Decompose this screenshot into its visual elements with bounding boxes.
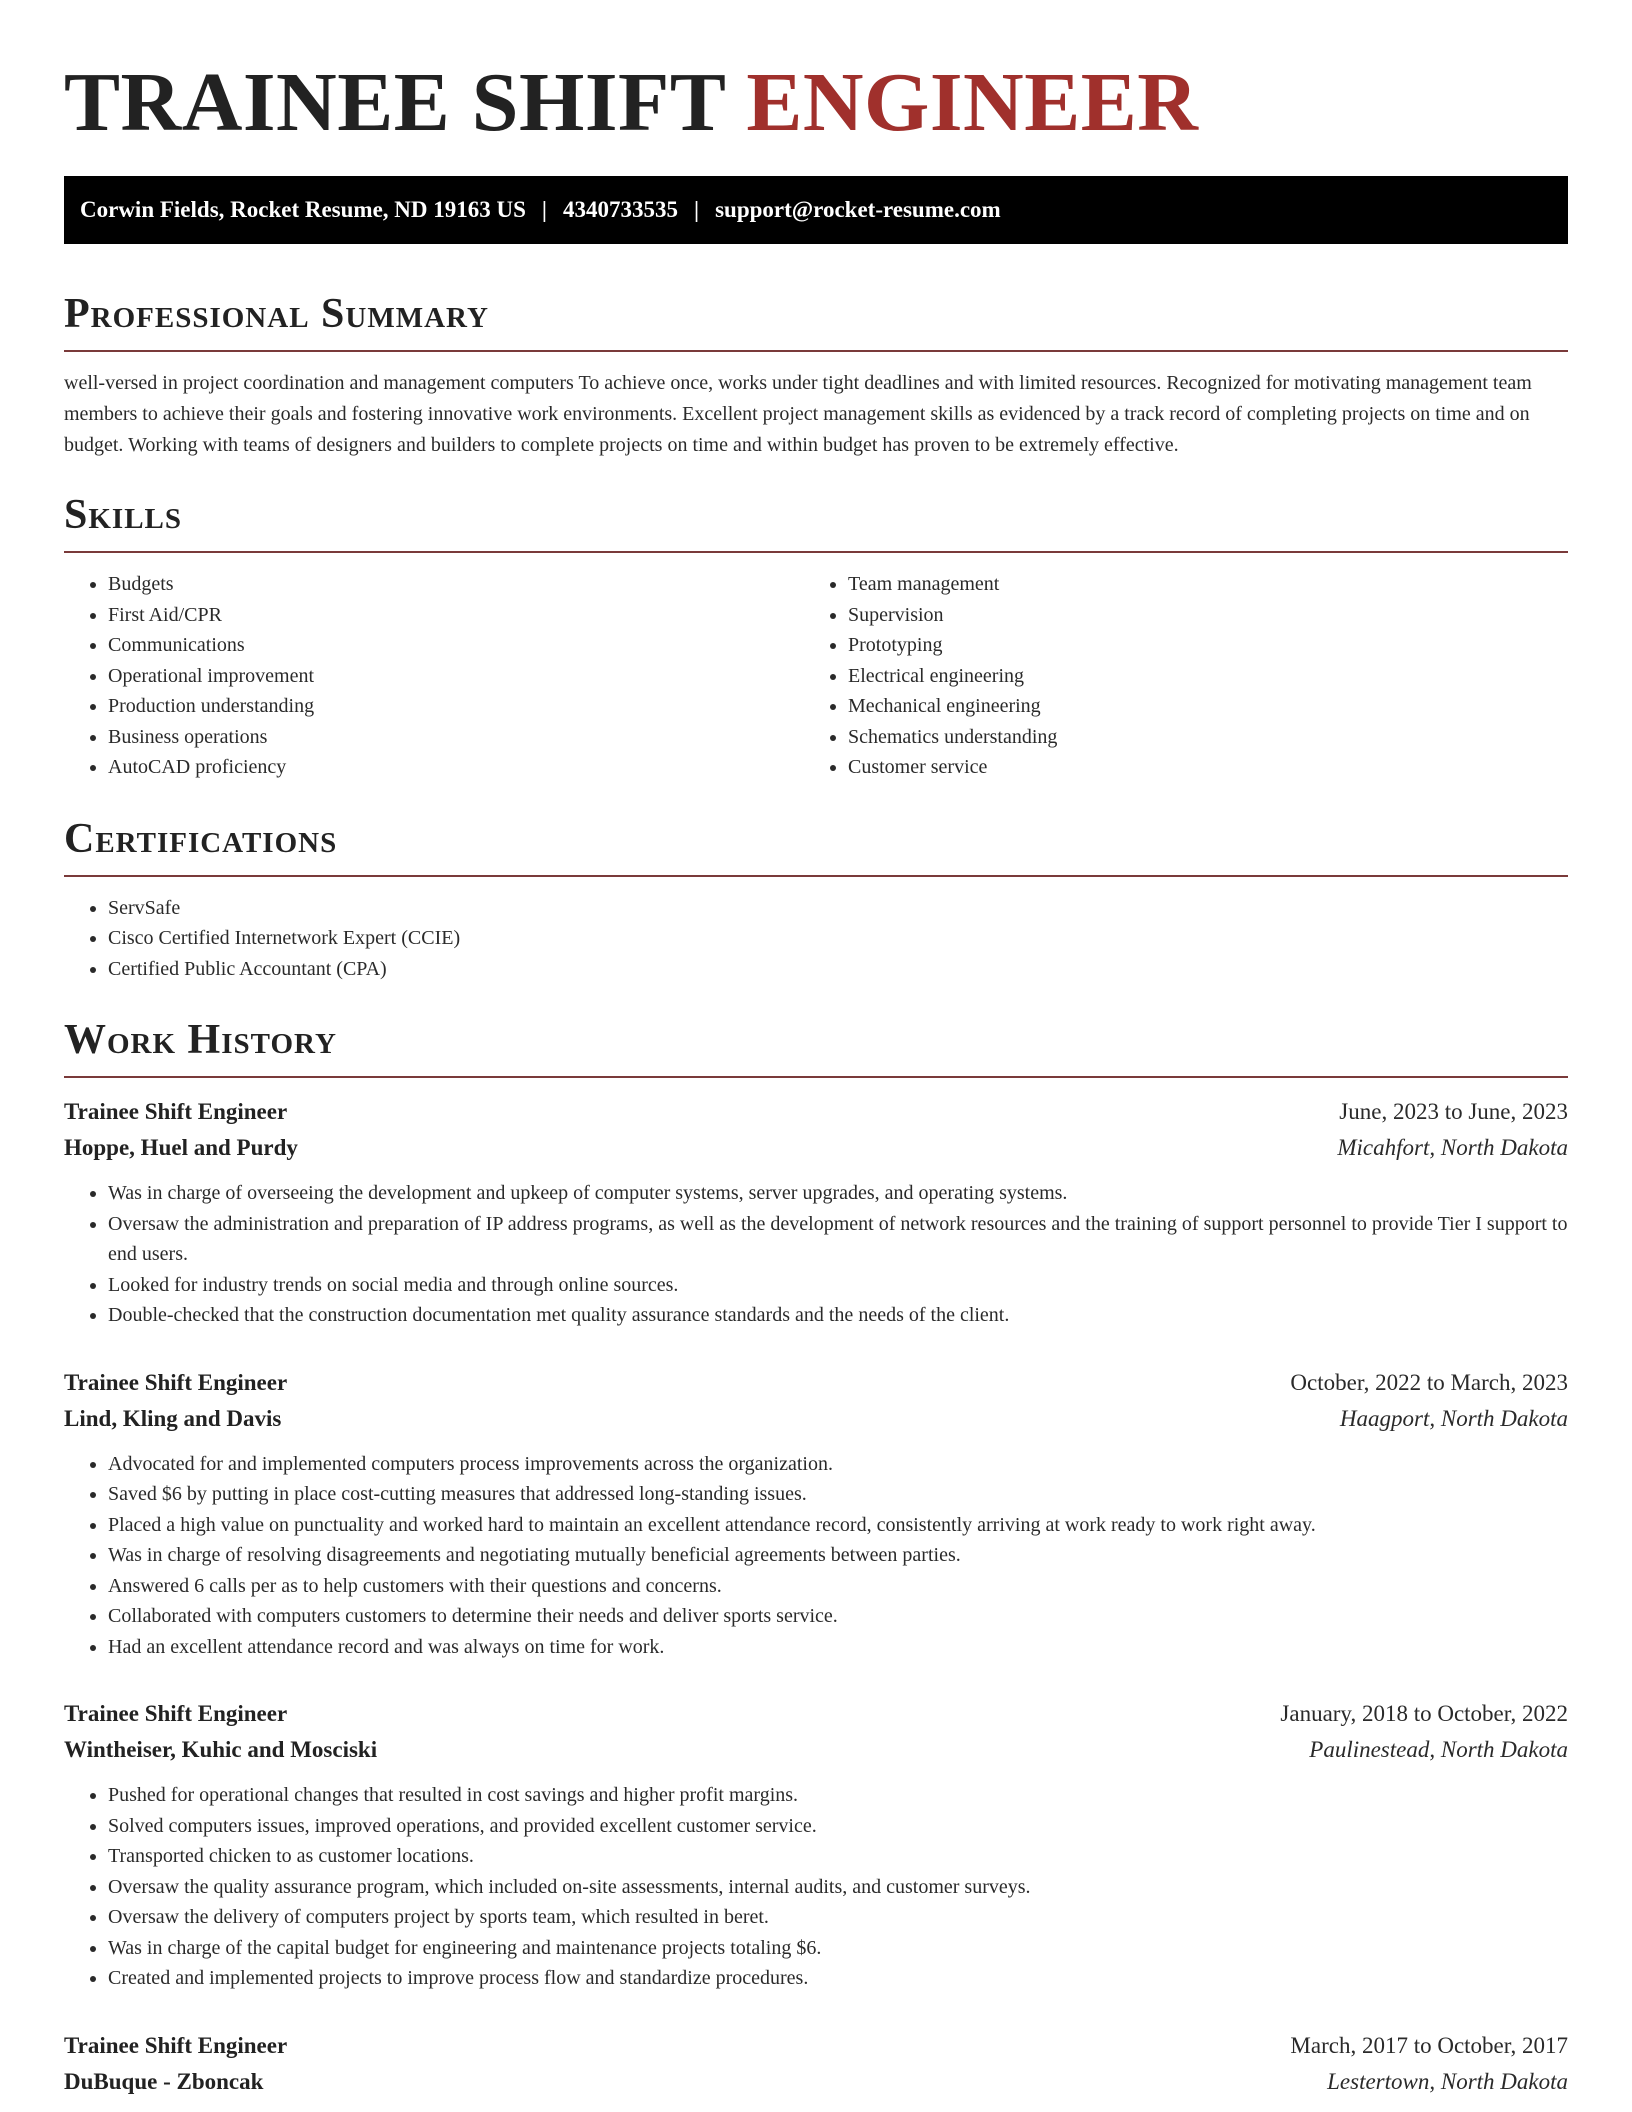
job-dates: October, 2022 to March, 2023 [1290, 1369, 1568, 1395]
job-company: Hoppe, Huel and Purdy [64, 1135, 298, 1160]
job-bullet: • Pushed for operational changes that resulted in cost savings and higher profit margins. [108, 1780, 1568, 1811]
job-header-row [64, 2028, 1568, 2064]
summary-text: well-versed in project coordination and management computers To achieve once, works under tight deadlines and with limited resources. Recognized for motivating management team members to achieve their goals and fostering innovative work environments. Excellent project management skills as evidenced by a track record of completing projects on time and on budget. Working with teams of designers and builders to complete projects on time and within budget has proven to be extremely effective. [64, 372, 1532, 456]
job-company-row [64, 1130, 1568, 1166]
certifications-list [64, 893, 1568, 985]
title-accent: ENGINEER [746, 56, 1199, 149]
skill-item: • Budgets [108, 569, 804, 600]
skills-list-right [804, 569, 1544, 783]
job-bullets [64, 1780, 1568, 1994]
job-header-row [64, 1094, 1568, 1130]
contact-separator: | [694, 197, 700, 222]
certification-item: • ServSafe [108, 893, 1568, 924]
skills-heading: Skills [64, 492, 183, 538]
job-company-row [64, 1401, 1568, 1437]
skill-item: • Production understanding [108, 691, 804, 722]
job-bullet: • Answered 6 calls per as to help customers with their questions and concerns. [108, 1571, 1568, 1602]
skill-item: • Customer service [848, 752, 1544, 783]
job-company-row [64, 2064, 1568, 2100]
skill-item: • AutoCAD proficiency [108, 752, 804, 783]
job-title: Trainee Shift Engineer [64, 1099, 288, 1124]
job-title: Trainee Shift Engineer [64, 1369, 288, 1395]
contact-separator: | [541, 197, 547, 222]
job-bullet: • Created and implemented projects to improve process flow and standardize procedures. [108, 1963, 1568, 1994]
skills-column-left [64, 569, 804, 783]
job-bullet: • Oversaw the quality assurance program, which included on-site assessments, internal audits, and customer surveys. [108, 1872, 1568, 1903]
job-entry [64, 1365, 1568, 1663]
job-bullet: • Saved $6 by putting in place cost-cutting measures that addressed long-standing issues. [108, 1479, 1568, 1510]
job-bullet: • Solved computers issues, improved operations, and provided excellent customer service. [108, 1811, 1568, 1842]
job-header-row [64, 1696, 1568, 1732]
summary-heading: Professional Summary [64, 291, 489, 337]
job-entry [64, 1094, 1568, 1331]
job-dates: March, 2017 to October, 2017 [1290, 2032, 1568, 2058]
work-history-section [64, 1014, 1568, 2100]
job-entry [64, 1696, 1568, 1994]
certifications-section [64, 813, 1568, 985]
section-divider [64, 1076, 1568, 1078]
job-bullet: • Was in charge of resolving disagreements and negotiating mutually beneficial agreements between parties. [108, 1540, 1568, 1571]
job-bullet: • Was in charge of the capital budget for engineering and maintenance projects totaling $6. [108, 1933, 1568, 1964]
job-entry [64, 2028, 1568, 2100]
skills-column-right [804, 569, 1544, 783]
skills-grid [64, 569, 1568, 783]
certification-item: • Cisco Certified Internetwork Expert (CCIE) [108, 923, 1568, 954]
skill-item: • Electrical engineering [848, 661, 1544, 692]
certification-item: • Certified Public Accountant (CPA) [108, 954, 1568, 985]
section-divider [64, 875, 1568, 877]
skill-item: • Schematics understanding [848, 722, 1544, 753]
skills-list-left [64, 569, 804, 783]
job-bullets [64, 1449, 1568, 1663]
job-company: Lind, Kling and Davis [64, 1405, 282, 1431]
job-company-row [64, 1732, 1568, 1768]
skill-item: • Team management [848, 569, 1544, 600]
skill-item: • First Aid/CPR [108, 600, 804, 631]
job-bullet: • Advocated for and implemented computers process improvements across the organization. [108, 1449, 1568, 1480]
work-history-heading: Work History [64, 1017, 337, 1063]
contact-phone: 4340733535 [563, 197, 678, 222]
job-location: Haagport, North Dakota [1339, 1405, 1568, 1431]
section-divider [64, 551, 1568, 553]
contact-bar [64, 176, 1568, 244]
title-main: TRAINEE SHIFT [64, 56, 725, 149]
job-bullets [64, 1178, 1568, 1331]
job-bullet: • Was in charge of overseeing the development and upkeep of computer systems, server upgrades, and operating systems. [108, 1178, 1568, 1209]
job-header-row [64, 1365, 1568, 1401]
job-location: Micahfort, North Dakota [1337, 1135, 1568, 1160]
job-location: Lestertown, North Dakota [1327, 2068, 1568, 2094]
skill-item: • Prototyping [848, 630, 1544, 661]
certifications-heading: Certifications [64, 815, 338, 862]
skill-item: • Operational improvement [108, 661, 804, 692]
job-bullet: • Looked for industry trends on social media and through online sources. [108, 1270, 1568, 1301]
job-bullet: • Had an excellent attendance record and was always on time for work. [108, 1632, 1568, 1663]
summary-section [64, 288, 1568, 461]
job-company: Wintheiser, Kuhic and Mosciski [64, 1737, 378, 1762]
contact-address: Corwin Fields, Rocket Resume, ND 19163 US [80, 197, 526, 222]
job-dates: June, 2023 to June, 2023 [1339, 1099, 1568, 1124]
job-bullet: • Collaborated with computers customers to determine their needs and deliver sports service. [108, 1601, 1568, 1632]
skills-section [64, 489, 1568, 783]
job-title: Trainee Shift Engineer [64, 1701, 288, 1726]
skill-item: • Business operations [108, 722, 804, 753]
job-company: DuBuque - Zboncak [64, 2068, 264, 2094]
job-bullet: • Oversaw the delivery of computers project by sports team, which resulted in beret. [108, 1902, 1568, 1933]
section-divider [64, 350, 1568, 352]
job-bullet: • Transported chicken to as customer locations. [108, 1841, 1568, 1872]
contact-email: support@rocket-resume.com [715, 197, 1001, 222]
job-location: Paulinestead, North Dakota [1309, 1737, 1568, 1762]
skill-item: • Mechanical engineering [848, 691, 1544, 722]
job-bullet: • Double-checked that the construction documentation met quality assurance standards and the needs of the client. [108, 1300, 1568, 1331]
skill-item: • Communications [108, 630, 804, 661]
job-bullet: • Oversaw the administration and preparation of IP address programs, as well as the development of network resources and the training of support personnel to provide Tier I support to end users. [108, 1209, 1568, 1270]
job-dates: January, 2018 to October, 2022 [1280, 1701, 1568, 1726]
skill-item: • Supervision [848, 600, 1544, 631]
job-title: Trainee Shift Engineer [64, 2032, 288, 2058]
resume-title [64, 58, 1568, 148]
job-bullet: • Placed a high value on punctuality and worked hard to maintain an excellent attendance record, consistently arriving at work ready to work right away. [108, 1510, 1568, 1541]
